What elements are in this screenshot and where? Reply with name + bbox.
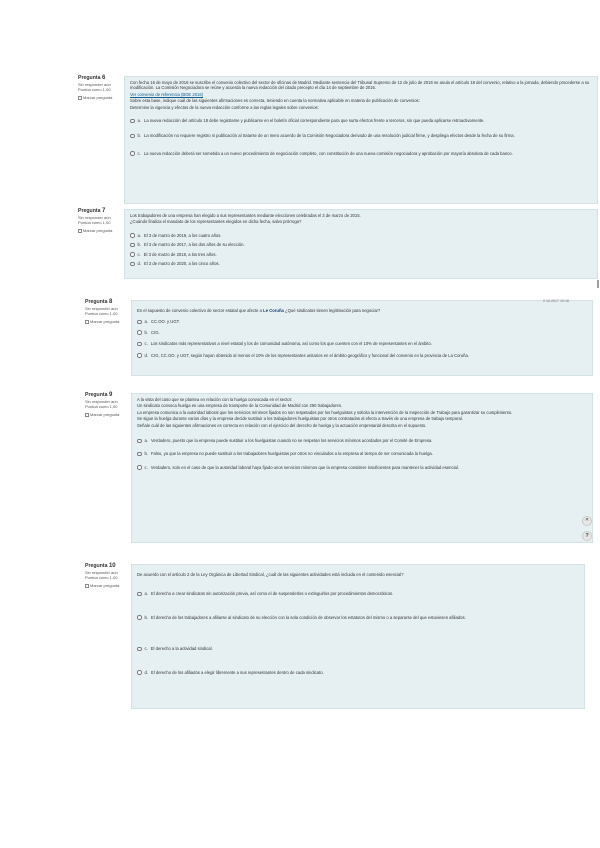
question-status: Sin responder aún	[85, 399, 118, 404]
radio-button[interactable]	[130, 262, 135, 267]
answer-options	[137, 591, 579, 675]
chevron-up-icon[interactable]: ^	[582, 516, 592, 526]
question-info: Pregunta 10 Sin responder aún Puntúa como 1,00 Marcar pregunta	[85, 564, 131, 709]
question-number: 6	[101, 75, 106, 81]
question-info: Pregunta 6 Sin responder aún Puntúa como 1,00 Marcar pregunta	[78, 76, 124, 204]
answer-option[interactable]: b. Falso, ya que la empresa no puede sustituir a los trabajadores huelguistas por otros no vinculados a la empresa al tiempo de ser comunicada la huelga.	[137, 451, 587, 456]
flag-question-button[interactable]: Marcar pregunta	[78, 228, 124, 233]
flag-question-button[interactable]: Marcar pregunta	[85, 412, 131, 417]
question-9	[85, 393, 593, 543]
radio-button[interactable]	[137, 353, 142, 358]
question-content	[131, 393, 593, 543]
question-stem: Con fecha 16 de mayo de 2016 se suscribe el convenio colectivo del sector de oficinas de Madrid. Mediante sentencia del Tribunal Supremo de 12 de julio de 2016 se anula el artículo 18 del convenio, relativo a la jornada, debiendo procederse a su modificación. La Comisión Negociadora se reúne y acuerda la nueva redacción del citado precepto el día 14 de septiembre de 2016. Ver convenio de referencia (BOE 2016) Sobre esta base, indique cuál de las siguientes afirmaciones es correcta, teniendo en cuenta la normativa aplicable en materia de publicación de convenios: Determine la vigencia y efectos de la nueva redacción conforme a las reglas legales sobre convenios:	[130, 80, 590, 110]
question-points: Puntúa como 1,00	[85, 575, 118, 580]
radio-button[interactable]	[130, 134, 135, 139]
question-stem: Los trabajadores de una empresa han elegido a sus representantes mediante elecciones celebradas el 3 de marzo de 2015. ¿Cuándo finaliza el mandato de los representantes elegidos en dicha fecha, salvo prórroga?	[130, 213, 361, 225]
answer-options	[130, 233, 592, 267]
answer-option[interactable]: a. La nueva redacción del artículo 18 debe registrarse y publicarse en el boletín oficial correspondiente para que surta efectos frente a terceros, sin que pueda aplicarse retroactivamente.	[130, 118, 592, 123]
answer-option[interactable]: b. CIG.	[137, 330, 587, 335]
question-points: Puntúa como 1,00	[78, 220, 111, 225]
answer-option[interactable]: b. El derecho de los trabajadores a afiliarse al sindicato de su elección con la sola condición de observar los estatutos del mismo o a separarse del que estuviesen afiliados.	[137, 615, 579, 620]
flag-icon	[78, 96, 82, 100]
flag-icon	[85, 320, 89, 324]
question-7	[78, 209, 598, 279]
radio-button[interactable]	[130, 243, 135, 248]
flag-question-button[interactable]: Marcar pregunta	[78, 95, 124, 100]
answer-option[interactable]: d. El 3 de marzo de 2020, a los cinco años.	[130, 261, 592, 266]
answer-option[interactable]: c. El 3 de marzo de 2018, a los tres años.	[130, 252, 592, 257]
question-points: Puntúa como 1,00	[85, 311, 118, 316]
answer-option[interactable]: c. La nueva redacción deberá ser sometida a un nuevo procedimiento de negociación completo, con constitución de una nueva comisión negociadora y aprobación por mayoría absoluta de cada banco.	[130, 151, 592, 156]
reference-link[interactable]: Ver convenio de referencia (BOE 2016)	[130, 91, 204, 97]
flag-question-button[interactable]: Marcar pregunta	[85, 583, 131, 588]
answer-option[interactable]: c. Los sindicatos más representativos a nivel estatal y los de comunidad autónoma, así como los que cuenten con el 10% de representantes en el ámbito.	[137, 341, 587, 346]
question-content	[131, 564, 585, 709]
radio-button[interactable]	[137, 452, 142, 457]
radio-button[interactable]	[137, 320, 142, 325]
flag-question-button[interactable]: Marcar pregunta	[85, 319, 131, 324]
question-status: Sin responder aún	[85, 306, 118, 311]
question-content	[124, 76, 598, 204]
scroll-edge[interactable]	[597, 280, 599, 288]
question-stem: En el supuesto de convenio colectivo de sector estatal que afecte a Le Coruña ¿Qué sindicatos tienen legitimación para negociar?	[137, 308, 381, 313]
question-10	[85, 564, 585, 709]
question-points: Puntúa como 1,00	[78, 87, 111, 92]
radio-button[interactable]	[130, 151, 135, 156]
answer-option[interactable]: b. La modificación no requiere registro ni publicación al tratarse de un mero acuerdo de la Comisión Negociadora derivado de una resolución judicial firme, y despliega efectos desde la fecha de su firma.	[130, 133, 592, 138]
radio-button[interactable]	[137, 592, 142, 597]
radio-button[interactable]	[137, 342, 142, 347]
question-status: Sin responder aún	[78, 215, 111, 220]
answer-option[interactable]: d. El derecho de los afiliados a elegir libremente a sus representantes dentro de cada sindicato.	[137, 670, 579, 675]
answer-option[interactable]: c. Verdadero, solo en el caso de que la autoridad laboral haya fijado unos servicios mínimos que la empresa considere insuficientes para mantener la actividad esencial.	[137, 465, 587, 470]
help-icon[interactable]: ?	[582, 531, 592, 541]
radio-button[interactable]	[137, 647, 142, 652]
answer-option[interactable]: a. El derecho a crear sindicatos sin autorización previa, así como el de suspenderlos o extinguirlos por procedimientos democráticos.	[137, 591, 579, 596]
answer-option[interactable]: b. El 3 de marzo de 2017, a los dos años de su elección.	[130, 242, 592, 247]
radio-button[interactable]	[137, 465, 142, 470]
question-stem: De acuerdo con el artículo 2 de la Ley Orgánica de Libertad Sindical, ¿cuál de las siguientes actividades está incluida en el contenido esencial?	[137, 572, 404, 577]
question-6	[78, 76, 598, 204]
answer-options	[137, 438, 587, 470]
question-info: Pregunta 8 Sin responder aún Puntúa como 1,00 Marcar pregunta	[85, 300, 131, 376]
flag-icon	[78, 229, 82, 233]
question-content	[124, 209, 598, 279]
answer-options	[130, 118, 592, 156]
answer-option[interactable]: a. CC.OO. y UGT.	[137, 319, 587, 324]
question-info: Pregunta 9 Sin responder aún Puntúa como 1,00 Marcar pregunta	[85, 393, 131, 543]
question-info: Pregunta 7 Sin responder aún Puntúa como 1,00 Marcar pregunta	[78, 209, 124, 279]
question-stem: A la vista del caso que se plantea en relación con la huelga convocada en el sector: Un sindicato convoca huelga en una empresa de transporte de la Comunidad de Madrid con 250 trabajadores. La empresa comunica a la autoridad laboral que los servicios mínimos fijados no son respetados por los huelguistas y solicita la intervención de la Inspección de Trabajo para garantizar su cumplimiento. Se sigue la huelga durante varios días y la empresa decide sustituir a los trabajadores huelguistas por otros contratados al efecto a través de una empresa de trabajo temporal. Señale cuál de las siguientes afirmaciones es correcta en relación con el ejercicio del derecho de huelga y la actuación empresarial descrita en el supuesto.	[137, 397, 513, 428]
radio-button[interactable]	[137, 615, 142, 620]
radio-button[interactable]	[130, 119, 135, 124]
question-number: 7	[101, 208, 106, 214]
answer-option[interactable]: a. Verdadero, puesto que la empresa puede sustituir a los huelguistas cuando no se respetan los servicios mínimos acordados por el Comité de Empresa.	[137, 438, 587, 443]
flag-icon	[85, 413, 89, 417]
question-status: Sin responder aún	[78, 82, 111, 87]
radio-button[interactable]	[130, 233, 135, 238]
answer-options	[137, 319, 587, 358]
answer-option[interactable]: c. El derecho a la actividad sindical.	[137, 646, 579, 651]
question-number: 10	[108, 563, 116, 569]
question-points: Puntúa como 1,00	[85, 404, 118, 409]
question-number: 8	[108, 299, 113, 305]
answer-option[interactable]: d. CIG, CC.OO. y UGT, según hayan obtenido al menos el 10% de los representantes unitarios en el ámbito geográfico y funcional del convenio en la provincia de La Coruña.	[137, 353, 587, 358]
question-number: 9	[108, 392, 113, 398]
radio-button[interactable]	[137, 439, 142, 444]
question-8	[85, 300, 593, 376]
radio-button[interactable]	[137, 670, 142, 675]
question-status: Sin responder aún	[85, 570, 118, 575]
timestamp: 2.10.2017 10:16	[543, 299, 569, 303]
radio-button[interactable]	[130, 252, 135, 257]
answer-option[interactable]: a. El 3 de marzo de 2019, a los cuatro años.	[130, 233, 592, 238]
flag-icon	[85, 584, 89, 588]
question-content	[131, 300, 593, 376]
radio-button[interactable]	[137, 330, 142, 335]
